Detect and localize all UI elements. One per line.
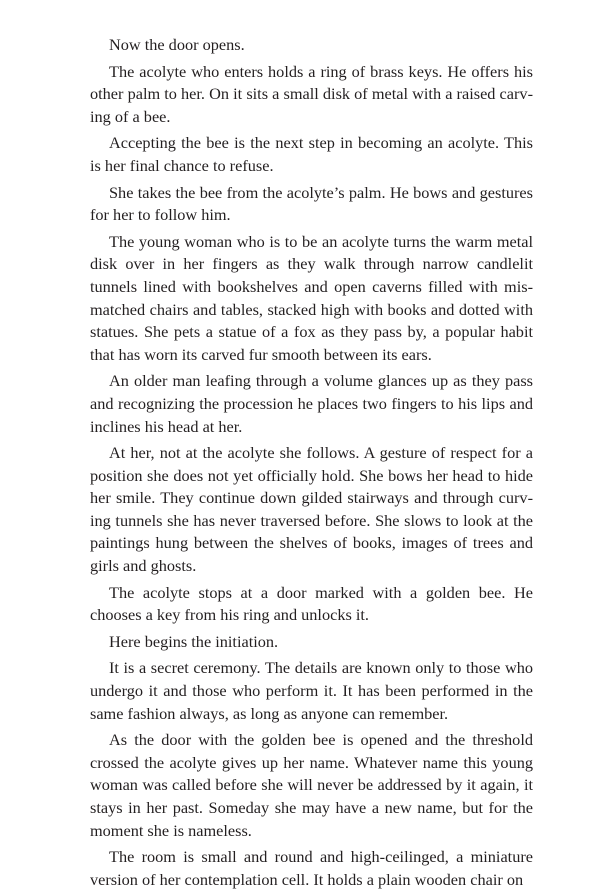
paragraph-accepting-bee: Accepting the bee is the next step in becoming an acolyte. This is her final chance to refuse. (90, 133, 533, 175)
paragraph-gesture-respect: At her, not at the acolyte she follows. A gesture of respect for a position she does not yet officially hold. She bows her head to hide her smile. They continue down gilded stairways and through curving tunnels she has never traversed before. She slows to look at the paintings hung between the shelves of books, images of trees and girls and ghosts. (90, 443, 533, 576)
book-page (90, 34, 533, 891)
paragraph-acolyte-keys: The acolyte who enters holds a ring of brass keys. He offers his other palm to her. On it sits a small disk of metal with a raised carving of a bee. (90, 61, 533, 126)
paragraph-tunnels: The young woman who is to be an acolyte turns the warm metal disk over in her fingers as they walk through narrow candlelit tunnels lined with bookshelves and open caverns filled with mismatched chairs and tables, stacked high with books and dotted with statues. She pets a statue of a fox as they pass by, a popular habit that has worn its carved fur smooth between its ears. (90, 231, 533, 364)
paragraph-small-room: The room is small and round and high-ceilinged, a miniature version of her contemplation cell. It holds a plain wooden chair on (90, 847, 533, 889)
paragraph-takes-bee: She takes the bee from the acolyte’s palm. He bows and gestures for her to follow him. (90, 182, 533, 225)
paragraph-initiation: Here begins the initiation. (109, 631, 279, 651)
paragraph-golden-bee-door: The acolyte stops at a door marked with a golden bee. He chooses a key from his ring and unlocks it. (90, 582, 533, 625)
paragraph-secret-ceremony: It is a secret ceremony. The details are known only to those who undergo it and those who perform it. It has been performed in the same fashion always, as long as anyone can remember. (90, 658, 533, 723)
paragraph-gives-up-name: As the door with the golden bee is opened and the threshold crossed the acolyte gives up her name. Whatever name this young woman was called before she will never be addressed by it again, it stays in her past. Someday she may have a new name, but for the moment she is nameless. (90, 730, 533, 840)
paragraph-door-opens: Now the door opens. (109, 35, 245, 54)
paragraph-older-man: An older man leafing through a volume glances up as they pass and recognizing the procession he places two fingers to his lips and inclines his head at her. (90, 371, 533, 436)
